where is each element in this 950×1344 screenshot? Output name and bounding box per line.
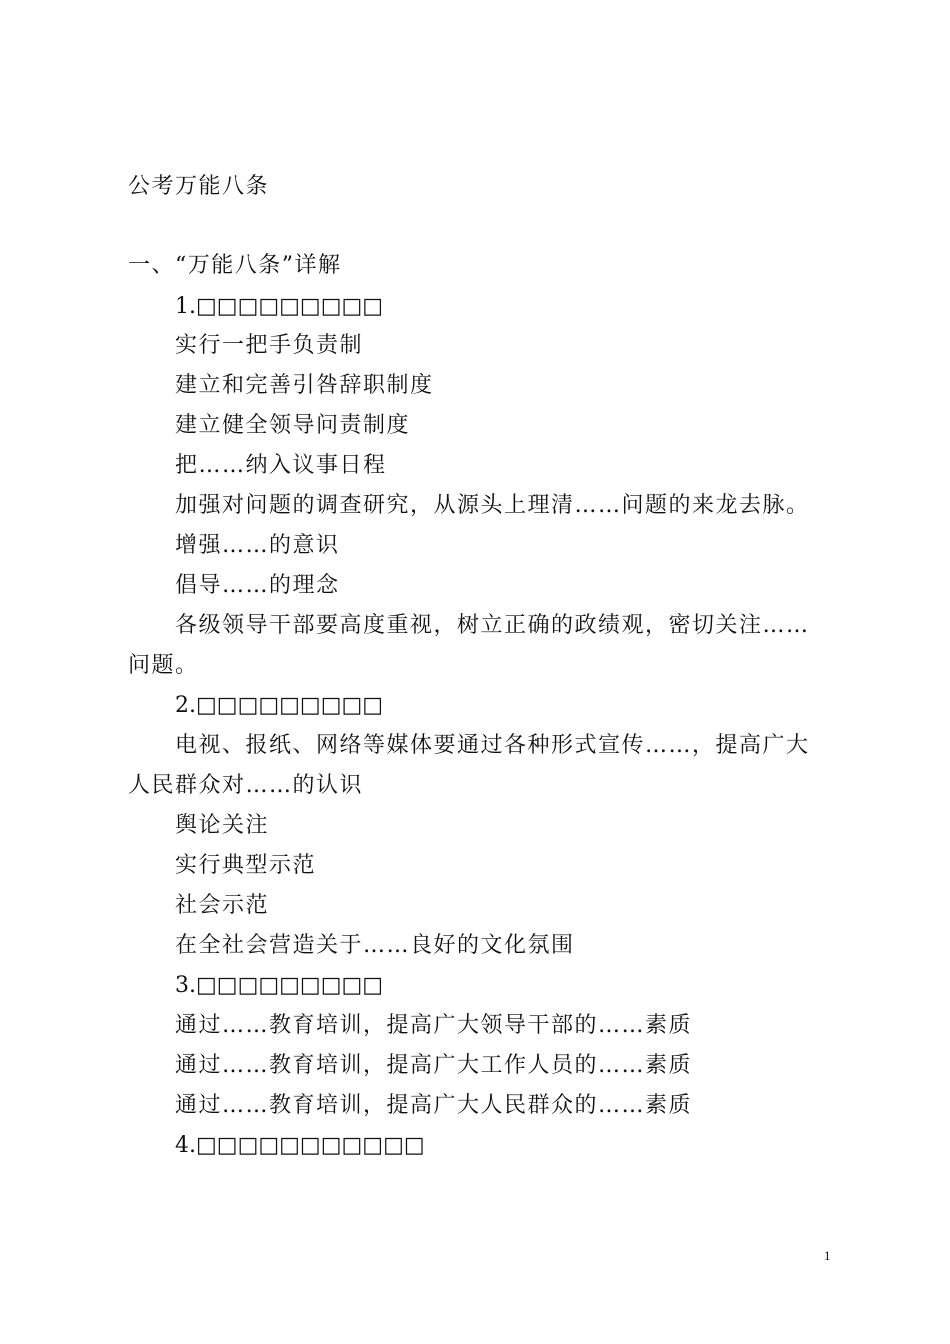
subheading-2: 2.□□□□□□□□□ [175,693,384,718]
subheading-1: 1.□□□□□□□□□ [175,294,384,319]
subheading-4: 4.□□□□□□□□□□□ [175,1133,425,1158]
list-item: 舆论关注 [175,813,270,838]
list-item: 社会示范 [175,893,270,918]
list-item: 建立健全领导问责制度 [175,413,411,438]
list-item-continuation: 问题。 [128,653,199,678]
list-item: 各级领导干部要高度重视，树立正确的政绩观，密切关注…… [175,613,810,638]
list-item: 在全社会营造关于……良好的文化氛围 [175,933,575,958]
list-item: 通过……教育培训，提高广大人民群众的……素质 [175,1093,693,1118]
list-item: 加强对问题的调查研究，从源头上理清……问题的来龙去脉。 [175,493,810,518]
list-item: 倡导……的理念 [175,573,340,598]
list-item: 实行典型示范 [175,853,317,878]
list-item: 把……纳入议事日程 [175,453,387,478]
section-heading: 一、“万能八条”详解 [128,253,342,278]
document-title: 公考万能八条 [128,174,270,199]
list-item: 增强……的意识 [175,533,340,558]
list-item: 通过……教育培训，提高广大领导干部的……素质 [175,1013,693,1038]
list-item: 实行一把手负责制 [175,333,364,358]
list-item: 电视、报纸、网络等媒体要通过各种形式宣传……，提高广大 [175,733,810,758]
page-number: 1 [824,1248,831,1263]
list-item-continuation: 人民群众对……的认识 [128,773,364,798]
list-item: 通过……教育培训，提高广大工作人员的……素质 [175,1053,693,1078]
subheading-3: 3.□□□□□□□□□ [175,973,384,998]
list-item: 建立和完善引咎辞职制度 [175,373,434,398]
